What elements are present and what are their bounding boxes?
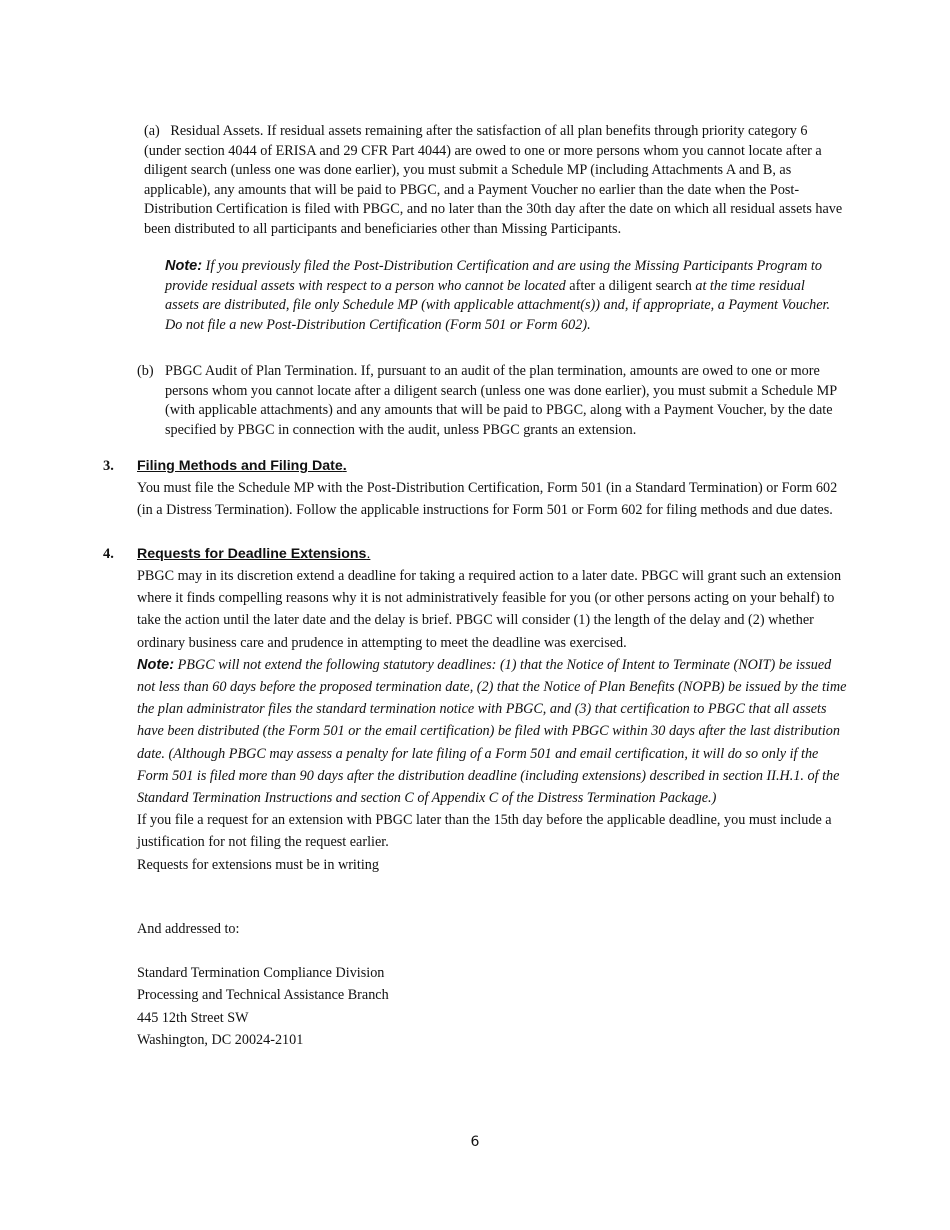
section-3-number: 3.: [103, 458, 114, 474]
section-3-title-end: .: [342, 458, 347, 474]
extension-request-text: If you file a request for an extension with PBGC later than the 15th day before the applicable deadline, you must include a justification for not filing the request earlier.: [137, 812, 832, 851]
paragraph-b: [137, 362, 842, 440]
section-4-note-label: Note:: [137, 656, 175, 673]
address-line-1: Standard Termination Compliance Division: [137, 965, 385, 981]
section-4-title-end: .: [366, 546, 371, 562]
section-3-heading: [103, 456, 843, 476]
paragraph-a: [144, 122, 844, 239]
mailing-address: [137, 962, 389, 1051]
note-text-b: after a diligent search: [569, 277, 692, 294]
section-4-number: 4.: [103, 546, 114, 562]
address-line-3: 445 12th Street SW: [137, 1009, 249, 1026]
note-text-c: at the time residual assets are distributed, file only Schedule MP (with applicable attachment(s)) and, if appropriate, a Payment Voucher. Do not file a new Post-Distribution Certification (Form 501 or Form 602).: [165, 277, 830, 333]
note-residual-assets: [165, 257, 840, 335]
section-3-body: You must file the Schedule MP with the Post-Distribution Certification, Form 501 (in a Standard Termination) or Form 602 (in a Distress Termination). Follow the applicable instructions for Form 501 or Form 602 for filing methods and due dates.: [137, 480, 838, 519]
paragraph-b-text: PBGC Audit of Plan Termination. If, pursuant to an audit of the plan termination, amounts are owed to one or more persons whom you cannot locate after a diligent search (unless one was done earlier), you must submit a Schedule MP (with applicable attachments) and any amounts that will be paid to PBGC, along with a Payment Voucher, by the date specified by PBGC in connection with the audit, unless PBGC grants an extension.: [165, 363, 837, 438]
note-text-a: If you previously filed the Post-Distribution Certification and are using the Missing Participants Program to provide residual assets with respect to a person who cannot be located: [165, 258, 822, 294]
section-3-title: Filing Methods and Filing Date: [137, 458, 343, 474]
note-label: Note:: [165, 258, 203, 274]
addressed-to-label: And addressed to:: [137, 921, 240, 937]
section-4-title: Requests for Deadline Extensions: [137, 546, 367, 562]
paragraph-b-label: (b): [137, 363, 154, 379]
section-4-paragraph: PBGC may in its discretion extend a deadline for taking a required action to a later date. PBGC will grant such an extension where it finds compelling reasons why it is not administratively feasible for you (or other persons acting on your behalf) to take the action until the later date and the delay is brief. PBGC will consider (1) the length of the delay and (2) whether ordinary business care and prudence in attempting to meet the deadline was exercised.: [137, 568, 842, 651]
paragraph-a-label: (a): [144, 123, 160, 139]
paragraph-a-text: Residual Assets. If residual assets remaining after the satisfaction of all plan benefits through priority category 6 (under section 4044 of ERISA and 29 CFR Part 4044) are owed to one or more persons whom you cannot locate after a diligent search (unless one was done earlier), you must submit a Schedule MP (including Attachments A and B, as applicable), any amounts that will be paid to PBGC, and a Payment Voucher no earlier than the date when the Post-Distribution Certification is filed with PBGC, and no later than the 30th day after the date on which all residual assets have been distributed to all participants and beneficiaries other than Missing Participants.: [144, 123, 843, 237]
section-4-heading: [103, 544, 843, 564]
page-number: 6: [470, 1134, 480, 1150]
writing-requirement-text: Requests for extensions must be in writing: [137, 856, 379, 873]
address-line-2: Processing and Technical Assistance Branch: [137, 987, 389, 1004]
address-line-4: Washington, DC 20024-2101: [137, 1031, 304, 1048]
section-4-note-text: PBGC will not extend the following statutory deadlines: (1) that the Notice of Intent to Terminate (NOIT) be issued not less than 60 days before the proposed termination date, (2) that the Notice of Plan Benefits (NOPB) be issued by the time the plan administrator files the standard termination notice with PBGC, and (3) that certification to PBGC that all assets have been distributed (the Form 501 or the email certification) be filed with PBGC within 30 days after the last distribution date. (Although PBGC may assess a penalty for late filing of a Form 501 and email certification, it will do so only if the Form 501 is filed more than 90 days after the distribution deadline (including extensions) described in section II.H.1. of the Standard Termination Instructions and section C of Appendix C of the Distress Termination Package.): [137, 656, 847, 807]
section-4-note: [137, 654, 847, 809]
section-4-body: [137, 565, 847, 876]
